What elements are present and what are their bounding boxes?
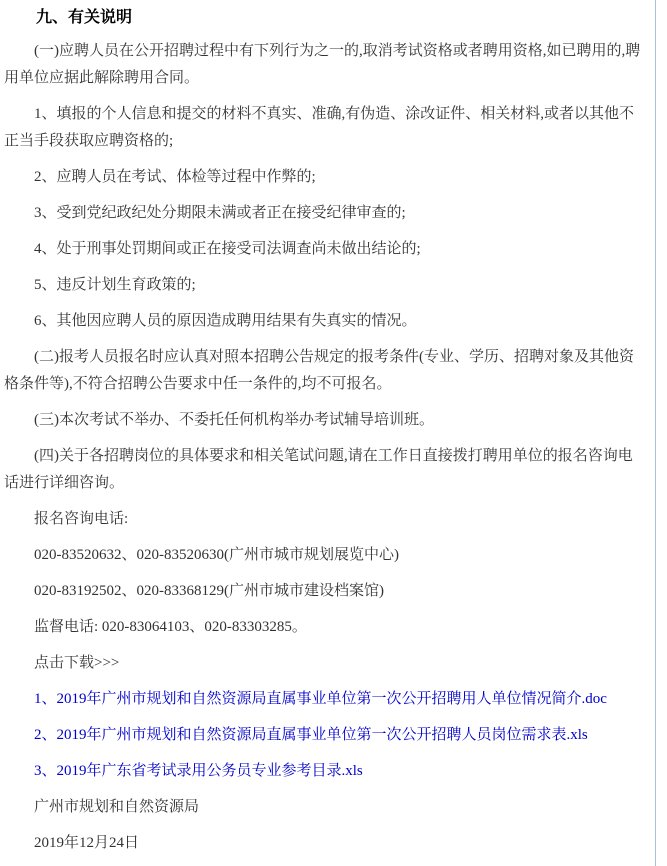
download-link-position-demand-xls[interactable]: 2、2019年广州市规划和自然资源局直属事业单位第一次公开招聘人员岗位需求表.xls bbox=[34, 727, 588, 743]
phone-label: 报名咨询电话: bbox=[34, 511, 129, 527]
disqualify-item-1: 1、填报的个人信息和提交的材料不真实、准确,有伪造、涂改证件、相关材料,或者以其他不正当手段获取应聘资格的; bbox=[4, 106, 635, 149]
download-link-major-reference-xls[interactable]: 3、2019年广东省考试录用公务员专业参考目录.xls bbox=[34, 763, 363, 779]
download-row-3 bbox=[4, 758, 645, 785]
clause-two: (二)报考人员报名时应认真对照本招聘公告规定的报考条件(专业、学历、招聘对象及其他资格条件等),不符合招聘公告要求中任一条件的,均不可报名。 bbox=[4, 349, 634, 392]
disqualify-item-4: 4、处于刑事处罚期间或正在接受司法调查尚未做出结论的; bbox=[34, 241, 421, 257]
footer-org: 广州市规划和自然资源局 bbox=[34, 799, 200, 815]
phone-line-exhibition-center: 020-83520632、020-83520630(广州市城市规划展览中心) bbox=[34, 547, 399, 563]
footer-date: 2019年12月24日 bbox=[34, 835, 140, 851]
download-label: 点击下载>>> bbox=[34, 655, 120, 671]
disqualify-item-3: 3、受到党纪政纪处分期限未满或者正在接受纪律审查的; bbox=[34, 205, 406, 221]
clause-three: (三)本次考试不举办、不委托任何机构举办考试辅导培训班。 bbox=[34, 412, 434, 428]
download-link-employer-intro-doc[interactable]: 1、2019年广州市规划和自然资源局直属事业单位第一次公开招聘用人单位情况简介.doc bbox=[34, 691, 607, 707]
clause-one: (一)应聘人员在公开招聘过程中有下列行为之一的,取消考试资格或者聘用资格,如已聘用的,聘用单位应据此解除聘用合同。 bbox=[4, 43, 641, 86]
disqualify-item-2: 2、应聘人员在考试、体检等过程中作弊的; bbox=[34, 169, 316, 185]
download-row-2 bbox=[4, 722, 645, 749]
phone-line-archives: 020-83192502、020-83368129(广州市城市建设档案馆) bbox=[34, 583, 384, 599]
section-heading: 九、有关说明 bbox=[36, 9, 133, 26]
clause-four: (四)关于各招聘岗位的具体要求和相关笔试问题,请在工作日直接拨打聘用单位的报名咨询电话进行详细咨询。 bbox=[4, 448, 633, 491]
download-row-1 bbox=[4, 686, 645, 713]
disqualify-item-6: 6、其他因应聘人员的原因造成聘用结果有失真实的情况。 bbox=[34, 313, 417, 329]
disqualify-item-5: 5、违反计划生育政策的; bbox=[34, 277, 196, 293]
supervision-phone: 监督电话: 020-83064103、020-83303285。 bbox=[34, 619, 307, 635]
